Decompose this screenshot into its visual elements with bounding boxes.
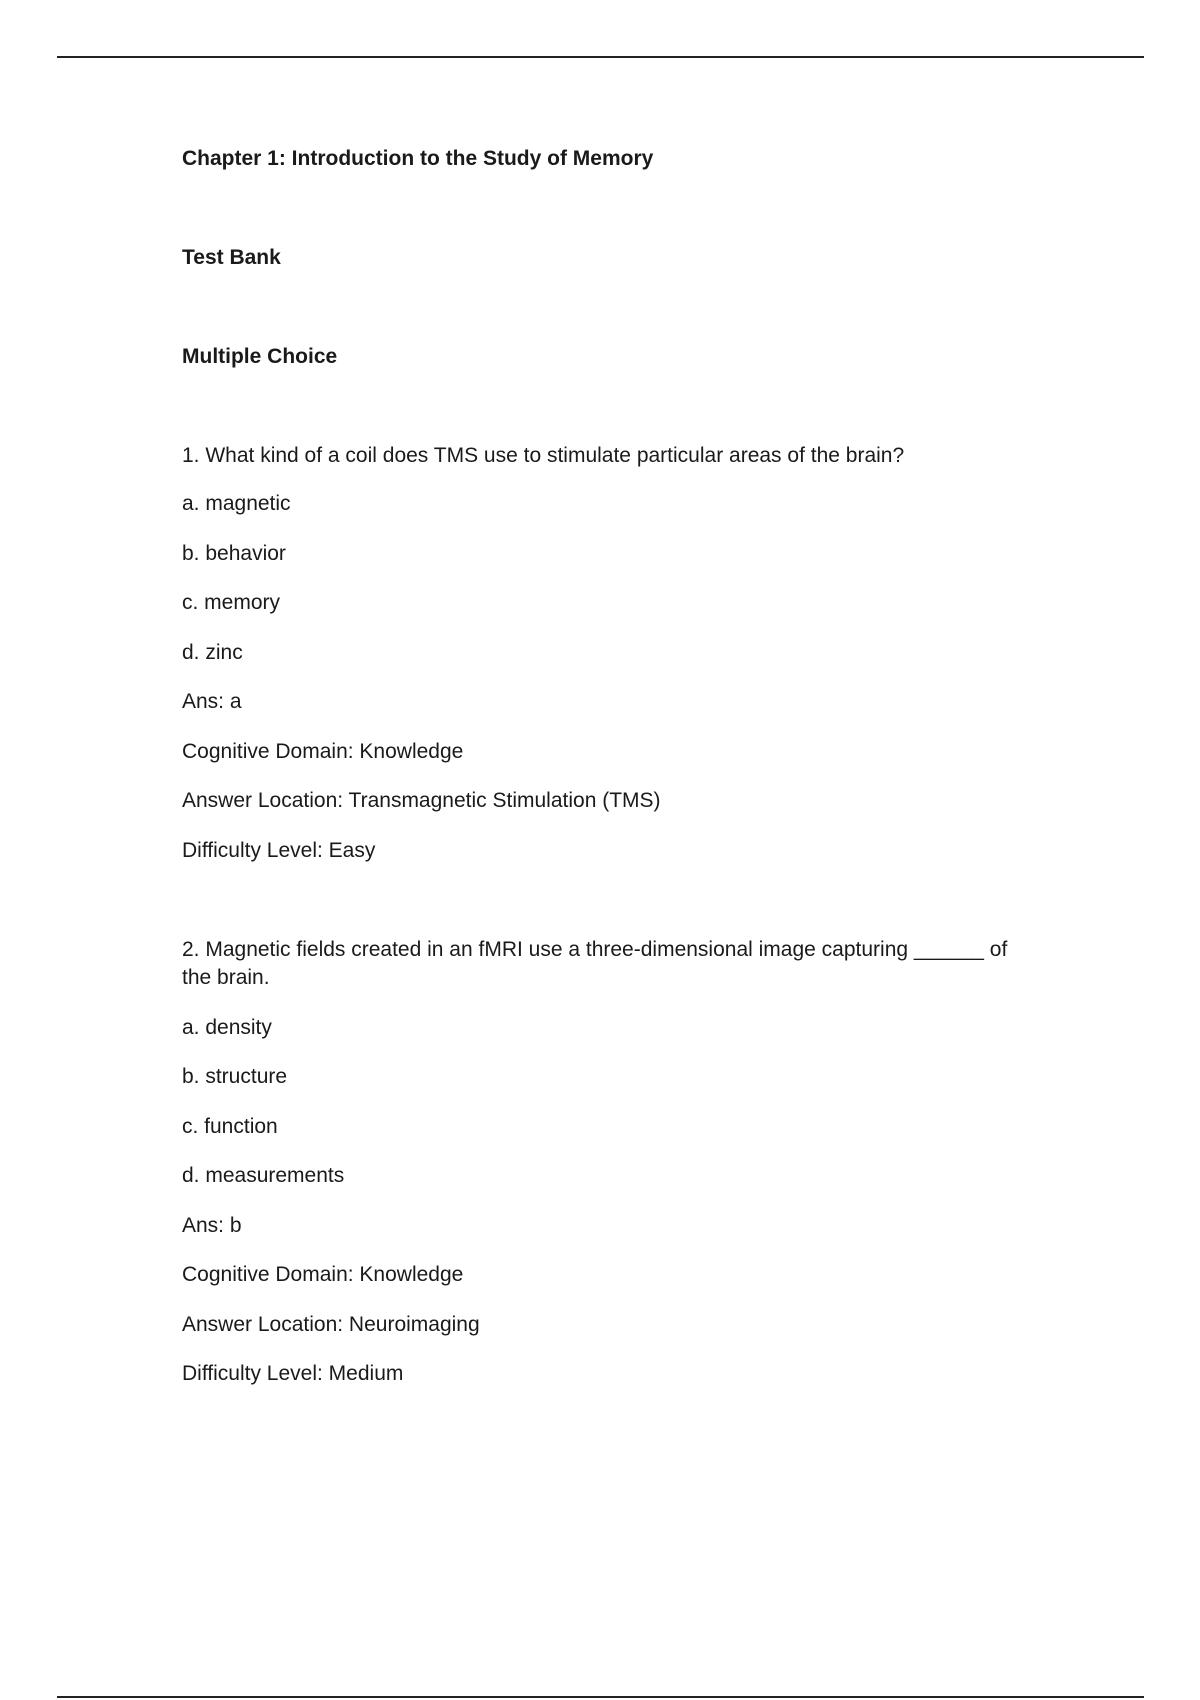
cognitive-domain: Cognitive Domain: Knowledge bbox=[182, 740, 464, 763]
top-rule bbox=[57, 56, 1144, 58]
option-b: b. behavior bbox=[182, 542, 286, 565]
difficulty-level: Difficulty Level: Easy bbox=[182, 839, 376, 862]
answer-location: Answer Location: Neuroimaging bbox=[182, 1313, 480, 1336]
difficulty-level: Difficulty Level: Medium bbox=[182, 1362, 404, 1385]
option-d: d. measurements bbox=[182, 1164, 345, 1187]
question-stem: 2. Magnetic fields created in an fMRI use a three-dimensional image capturing ______ of the brain. bbox=[182, 938, 1008, 989]
cognitive-domain: Cognitive Domain: Knowledge bbox=[182, 1263, 464, 1286]
option-a: a. magnetic bbox=[182, 492, 291, 515]
answer-key: Ans: b bbox=[182, 1214, 242, 1237]
answer-location: Answer Location: Transmagnetic Stimulation (TMS) bbox=[182, 789, 661, 812]
section-title: Test Bank bbox=[182, 246, 281, 269]
option-c: c. function bbox=[182, 1115, 278, 1138]
option-c: c. memory bbox=[182, 591, 281, 614]
chapter-title: Chapter 1: Introduction to the Study of Memory bbox=[182, 147, 654, 170]
option-d: d. zinc bbox=[182, 641, 243, 664]
option-b: b. structure bbox=[182, 1065, 288, 1088]
question-stem: 1. What kind of a coil does TMS use to stimulate particular areas of the brain? bbox=[182, 444, 905, 467]
option-a: a. density bbox=[182, 1016, 272, 1039]
answer-key: Ans: a bbox=[182, 690, 242, 713]
bottom-rule bbox=[57, 1696, 1144, 1698]
question-type-heading: Multiple Choice bbox=[182, 345, 338, 368]
